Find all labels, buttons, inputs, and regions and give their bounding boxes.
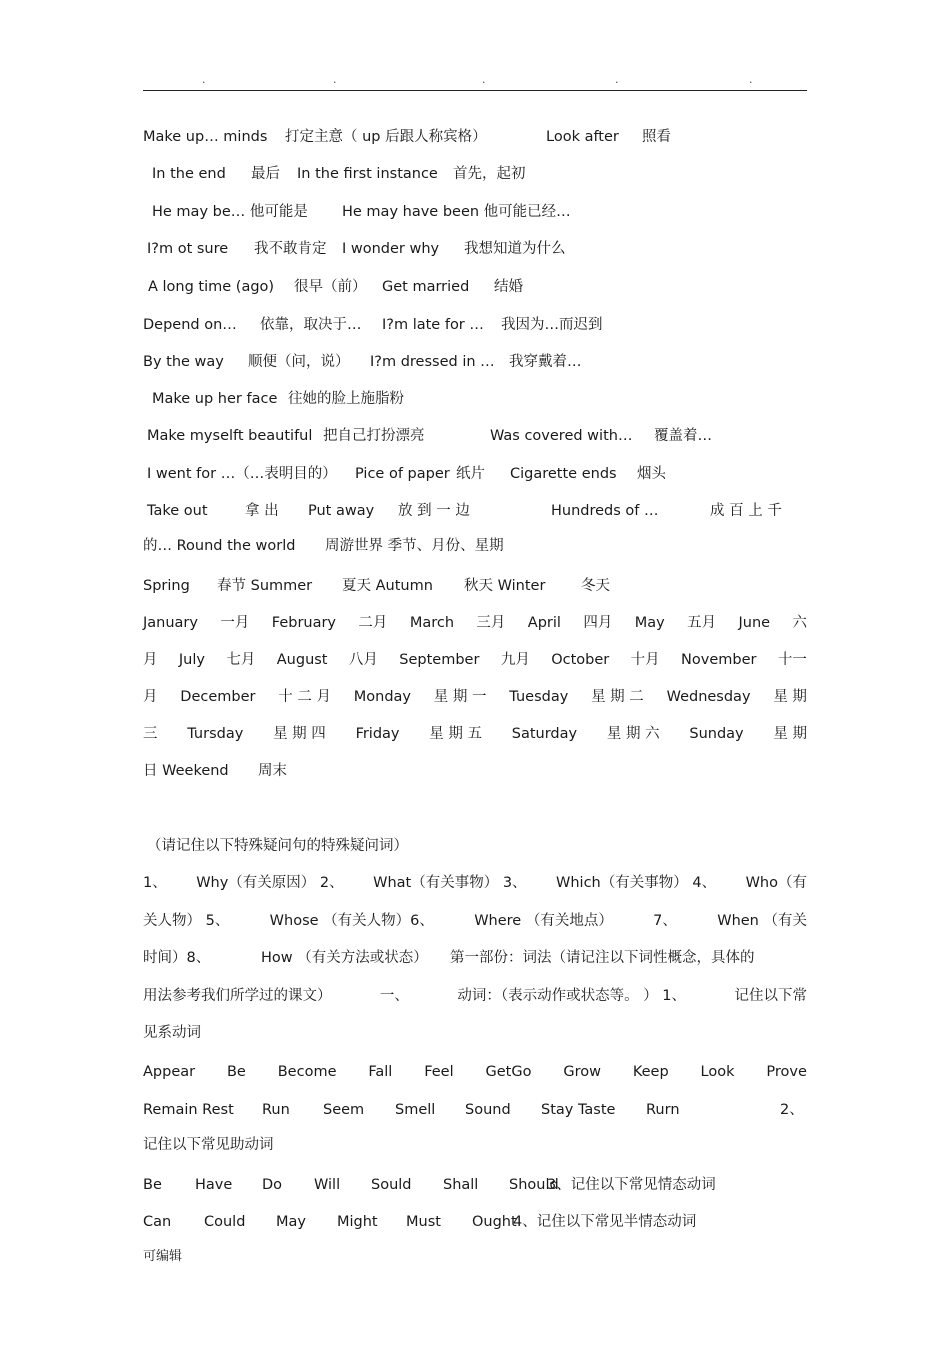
- text-segment: Feel: [424, 1064, 454, 1080]
- text-segment: Grow: [563, 1064, 601, 1080]
- text-segment: 星 期 五: [429, 726, 482, 742]
- text-segment: 星 期 六: [606, 726, 660, 742]
- text-segment: 一、: [379, 988, 409, 1004]
- text-line: [143, 499, 807, 523]
- text-segment: August: [276, 652, 328, 668]
- text-segment: Fall: [368, 1064, 393, 1080]
- text-segment: 六: [792, 615, 807, 631]
- text-segment: 时间）8、: [143, 950, 211, 966]
- text-segment: 我不敢肯定: [254, 241, 327, 257]
- text-line: [143, 237, 807, 261]
- text-segment: Look after: [546, 129, 619, 145]
- text-line: [143, 424, 807, 448]
- text-segment: July: [178, 652, 205, 668]
- text-segment: 周末: [258, 763, 287, 779]
- text-segment: I wonder why: [342, 241, 440, 257]
- text-segment: 3、记住以下常见情态动词: [547, 1177, 716, 1193]
- text-segment: Which（有关事物） 4、: [556, 875, 717, 891]
- text-segment: 最后: [251, 166, 280, 182]
- text-segment: （请记住以下特殊疑问句的特殊疑问词）: [147, 838, 408, 854]
- text-segment: 一月: [220, 615, 250, 631]
- text-line: [143, 534, 807, 558]
- text-segment: 4、记住以下常见半情态动词: [513, 1214, 697, 1230]
- text-segment: 星 期 四: [273, 726, 326, 742]
- text-segment: Appear: [143, 1064, 196, 1080]
- text-segment: 星 期: [773, 726, 807, 742]
- text-segment: 成 百 上 千: [710, 503, 782, 519]
- text-segment: I?m late for …: [382, 317, 484, 333]
- text-segment: 四月: [583, 615, 613, 631]
- text-segment: 星 期 一: [433, 689, 487, 705]
- text-segment: Can: [143, 1214, 172, 1230]
- text-segment: Run: [262, 1102, 290, 1118]
- text-segment: 十月: [630, 652, 660, 668]
- text-line: [143, 350, 807, 374]
- text-segment: 秋天 Winter: [464, 578, 546, 594]
- text-segment: Friday: [355, 726, 400, 742]
- text-segment: 八月: [348, 652, 378, 668]
- text-segment: He may have been 他可能已经…: [342, 204, 571, 220]
- text-line: [143, 1060, 807, 1084]
- text-line: [143, 984, 807, 1008]
- text-line: [143, 611, 807, 635]
- text-segment: I went for …（…表明目的）: [147, 466, 337, 482]
- text-segment: 照看: [642, 129, 671, 145]
- text-segment: Take out: [147, 503, 208, 519]
- text-segment: Be: [226, 1064, 246, 1080]
- text-line: [143, 574, 807, 598]
- text-segment: 记住以下常: [734, 988, 807, 1004]
- text-segment: By the way: [143, 354, 224, 370]
- text-segment: 纸片: [456, 466, 485, 482]
- text-segment: 打定主意（ up 后跟人称宾格）: [285, 129, 487, 145]
- text-segment: Prove: [766, 1064, 807, 1080]
- text-segment: Sunday: [689, 726, 744, 742]
- text-segment: 拿 出: [245, 503, 279, 519]
- text-segment: 星 期: [773, 689, 807, 705]
- text-segment: March: [409, 615, 455, 631]
- text-segment: Tursday: [187, 726, 244, 742]
- header-dot: .: [333, 73, 337, 86]
- text-segment: February: [271, 615, 337, 631]
- text-segment: Get married: [382, 279, 470, 295]
- text-segment: 月: [143, 689, 158, 705]
- header-dot: .: [749, 73, 753, 86]
- text-segment: 星 期 二: [591, 689, 644, 705]
- text-line: [143, 685, 807, 709]
- text-segment: May: [634, 615, 665, 631]
- text-segment: GetGo: [485, 1064, 532, 1080]
- text-segment: Wednesday: [666, 689, 751, 705]
- text-segment: December: [180, 689, 256, 705]
- text-segment: 烟头: [637, 466, 666, 482]
- text-segment: Tuesday: [509, 689, 569, 705]
- text-line: [143, 648, 807, 672]
- text-segment: 七月: [226, 652, 256, 668]
- text-segment: September: [399, 652, 480, 668]
- text-segment: Might: [337, 1214, 378, 1230]
- text-segment: Hundreds of …: [551, 503, 659, 519]
- text-segment: Whose （有关人物）6、: [269, 913, 434, 929]
- text-segment: Monday: [353, 689, 412, 705]
- text-segment: 三: [143, 726, 158, 742]
- text-segment: Sound: [465, 1102, 511, 1118]
- text-segment: 我穿戴着…: [509, 354, 582, 370]
- text-segment: 结婚: [494, 279, 523, 295]
- text-segment: 夏天 Autumn: [342, 578, 433, 594]
- text-line: [143, 1021, 807, 1045]
- text-segment: 往她的脸上施脂粉: [288, 391, 404, 407]
- text-segment: Put away: [308, 503, 375, 519]
- text-line: [143, 1133, 807, 1157]
- text-segment: 的… Round the world: [143, 538, 296, 554]
- text-segment: Remain Rest: [143, 1102, 234, 1118]
- text-line: [143, 909, 807, 933]
- text-line: [143, 162, 807, 186]
- footer-editable: 可编辑: [143, 1249, 183, 1264]
- text-line: [143, 313, 807, 337]
- text-segment: Will: [314, 1177, 341, 1193]
- text-segment: 我想知道为什么: [464, 241, 566, 257]
- text-segment: I?m ot sure: [147, 241, 229, 257]
- text-segment: In the first instance: [297, 166, 438, 182]
- header-rule: [143, 90, 807, 91]
- text-segment: 7、: [653, 913, 677, 929]
- text-line: [143, 1173, 807, 1197]
- text-segment: When （有关: [717, 913, 807, 929]
- text-segment: 第一部份：词法（请记注以下词性概念，具体的: [450, 950, 755, 966]
- text-segment: 依靠，取决于…: [260, 317, 362, 333]
- text-segment: 很早（前）: [294, 279, 367, 295]
- text-segment: 三月: [476, 615, 506, 631]
- text-segment: Sould: [371, 1177, 412, 1193]
- text-line: [143, 946, 807, 970]
- text-segment: Depend on…: [143, 317, 237, 333]
- text-segment: November: [681, 652, 757, 668]
- text-segment: May: [276, 1214, 306, 1230]
- text-segment: Have: [195, 1177, 233, 1193]
- text-segment: Pice of paper: [355, 466, 450, 482]
- text-segment: Ought: [472, 1214, 517, 1230]
- header-dot: .: [202, 73, 206, 86]
- text-segment: How （有关方法或状态）: [261, 950, 428, 966]
- text-segment: 见系动词: [143, 1025, 201, 1041]
- text-segment: 十 二 月: [278, 689, 331, 705]
- text-segment: In the end: [152, 166, 226, 182]
- text-segment: Could: [204, 1214, 246, 1230]
- text-line: [143, 834, 807, 858]
- text-segment: Shall: [443, 1177, 479, 1193]
- text-segment: 九月: [500, 652, 530, 668]
- text-line: [143, 1098, 807, 1122]
- text-segment: 首先，起初: [453, 166, 526, 182]
- header-dot: .: [482, 73, 486, 86]
- text-line: [143, 387, 807, 411]
- text-segment: 覆盖着…: [654, 428, 712, 444]
- text-segment: Become: [277, 1064, 337, 1080]
- text-line: [143, 200, 807, 224]
- text-segment: Rurn: [646, 1102, 680, 1118]
- text-segment: Cigarette ends: [510, 466, 617, 482]
- text-line: [143, 275, 807, 299]
- text-segment: Saturday: [511, 726, 578, 742]
- text-segment: Seem: [323, 1102, 365, 1118]
- text-segment: 2、: [780, 1102, 804, 1118]
- text-segment: 十一: [777, 652, 807, 668]
- text-segment: 把自己打扮漂亮: [323, 428, 425, 444]
- text-segment: 记住以下常见助动词: [143, 1137, 274, 1153]
- text-segment: Be: [143, 1177, 162, 1193]
- text-segment: October: [551, 652, 610, 668]
- text-segment: 我因为…而迟到: [501, 317, 603, 333]
- text-segment: 周游世界 季节、月份、星期: [325, 538, 504, 554]
- text-segment: He may be… 他可能是: [152, 204, 308, 220]
- text-segment: 用法参考我们所学过的课文）: [143, 988, 332, 1004]
- text-segment: Make up her face: [152, 391, 278, 407]
- text-segment: 动词：（表示动作或状态等。 ） 1、: [457, 988, 687, 1004]
- text-segment: Was covered with…: [490, 428, 633, 444]
- text-segment: Smell: [395, 1102, 436, 1118]
- text-segment: I?m dressed in …: [370, 354, 495, 370]
- text-line: [143, 125, 807, 149]
- text-segment: Make myselft beautiful: [147, 428, 313, 444]
- text-line: [143, 871, 807, 895]
- text-segment: Do: [262, 1177, 283, 1193]
- text-segment: 二月: [358, 615, 388, 631]
- text-segment: 月: [143, 652, 158, 668]
- text-line: [143, 759, 807, 783]
- text-segment: 冬天: [581, 578, 610, 594]
- text-segment: Must: [406, 1214, 441, 1230]
- text-segment: June: [738, 615, 771, 631]
- text-segment: Should: [509, 1177, 559, 1193]
- text-line: [143, 722, 807, 746]
- text-segment: 顺便（问，说）: [248, 354, 350, 370]
- text-segment: 春节 Summer: [217, 578, 313, 594]
- text-segment: 关人物） 5、: [143, 913, 230, 929]
- text-segment: Why（有关原因） 2、: [196, 875, 344, 891]
- text-segment: April: [527, 615, 561, 631]
- text-segment: Make up… minds: [143, 129, 268, 145]
- text-segment: Keep: [632, 1064, 669, 1080]
- text-segment: 五月: [687, 615, 717, 631]
- text-segment: Who（有: [745, 875, 807, 891]
- header-dot: .: [615, 73, 619, 86]
- text-segment: 日 Weekend: [143, 763, 229, 779]
- text-segment: Where （有关地点）: [474, 913, 613, 929]
- text-segment: 放 到 一 边: [398, 503, 470, 519]
- text-segment: Stay Taste: [541, 1102, 616, 1118]
- text-segment: Spring: [143, 578, 190, 594]
- text-segment: What（有关事物） 3、: [373, 875, 527, 891]
- text-segment: 1、: [143, 875, 167, 891]
- text-line: [143, 462, 807, 486]
- text-line: [143, 1210, 807, 1234]
- text-segment: A long time (ago): [148, 279, 275, 295]
- text-segment: January: [143, 615, 198, 631]
- text-segment: Look: [700, 1064, 735, 1080]
